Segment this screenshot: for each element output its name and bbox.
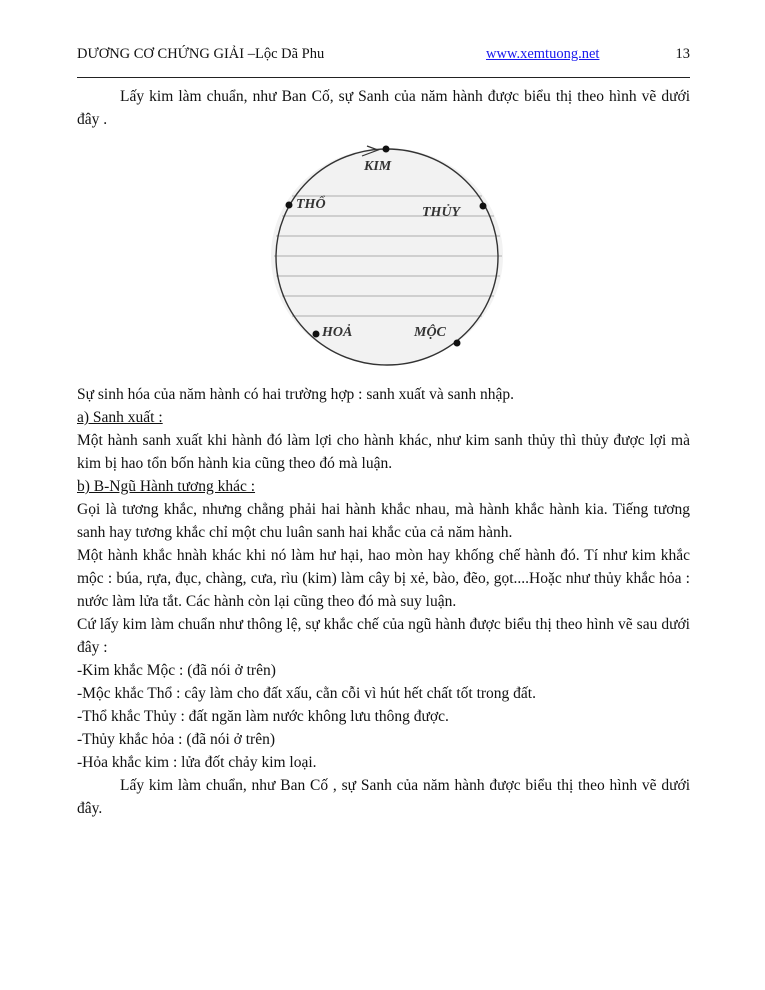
paragraph-sanh-xuat: Một hành sanh xuất khi hành đó làm lợi cho hành khác, như kim sanh thủy thì thủy được lợi mà kim bị hao tổn bốn hành kia cũng theo đó mà luận. <box>77 432 690 472</box>
heading-tuong-khac: b) B-Ngũ Hành tương khác : <box>77 478 256 495</box>
header-title: DƯƠNG CƠ CHỨNG GIẢI –Lộc Dã Phu <box>77 46 325 62</box>
heading-sanh-xuat: a) Sanh xuất : <box>77 409 163 426</box>
paragraph-sinh-hoa: Sự sinh hóa của năm hành có hai trường hợp : sanh xuất và sanh nhập. <box>77 386 514 403</box>
page-number: 13 <box>675 46 690 62</box>
header-url-link[interactable]: www.xemtuong.net <box>486 46 600 62</box>
node-tho <box>286 202 293 209</box>
list-item: -Thổ khắc Thủy : đất ngăn làm nước không lưu thông được. <box>77 708 449 725</box>
intro-block <box>77 85 690 131</box>
paragraph-tuong-khac: Gọi là tương khắc, nhưng chẳng phải hai hành khắc nhau, mà hành khắc hành kia. Tiếng tương sanh hay tương khắc chỉ một chu luân sanh hai khắc của cả năm hành. <box>77 501 690 541</box>
node-moc <box>454 340 461 347</box>
node-hoa <box>313 331 320 338</box>
main-text <box>77 383 690 820</box>
five-elements-diagram <box>262 136 512 382</box>
header-rule <box>77 77 690 78</box>
label-hoa: HOẢ <box>322 325 353 340</box>
intro-paragraph: Lấy kim làm chuẩn, như Ban Cố, sự Sanh của năm hành được biểu thị theo hình vẽ dưới đây . <box>77 88 690 128</box>
list-item: -Hỏa khắc kim : lửa đốt chảy kim loại. <box>77 754 317 771</box>
outro-paragraph: Lấy kim làm chuẩn, như Ban Cố , sự Sanh của năm hành được biểu thị theo hình vẽ dưới đây. <box>77 777 690 817</box>
label-kim: KIM <box>364 159 392 174</box>
paragraph-kim-chuan: Cứ lấy kim làm chuẩn như thông lệ, sự khắc chế của ngũ hành được biểu thị theo hình vẽ sau dưới đây : <box>77 616 690 656</box>
page-header <box>77 46 690 68</box>
list-item: -Mộc khắc Thổ : cây làm cho đất xấu, cằn cỗi vì hút hết chất tốt trong đất. <box>77 685 536 702</box>
label-thuy: THỦY <box>422 205 461 220</box>
label-moc: MỘC <box>414 325 446 340</box>
label-tho: THỔ <box>296 197 326 212</box>
paragraph-khac-che: Một hành khắc hnàh khác khi nó làm hư hại, hao mòn hay khống chế hành đó. Tí như kim khắc mộc : búa, rựa, đục, chàng, cưa, rìu (kim) làm cây bị xẻ, bào, đẽo, gọt....Hoặc như thủy khắc hỏa : nước làm lửa tắt. Các hành còn lại cũng theo đó mà suy luận. <box>77 547 690 610</box>
list-item: -Kim khắc Mộc : (đã nói ở trên) <box>77 662 276 679</box>
list-item: -Thủy khắc hỏa : (đã nói ở trên) <box>77 731 276 748</box>
cycle-diagram-svg <box>262 136 512 382</box>
node-thuy <box>480 203 487 210</box>
node-kim <box>383 146 390 153</box>
